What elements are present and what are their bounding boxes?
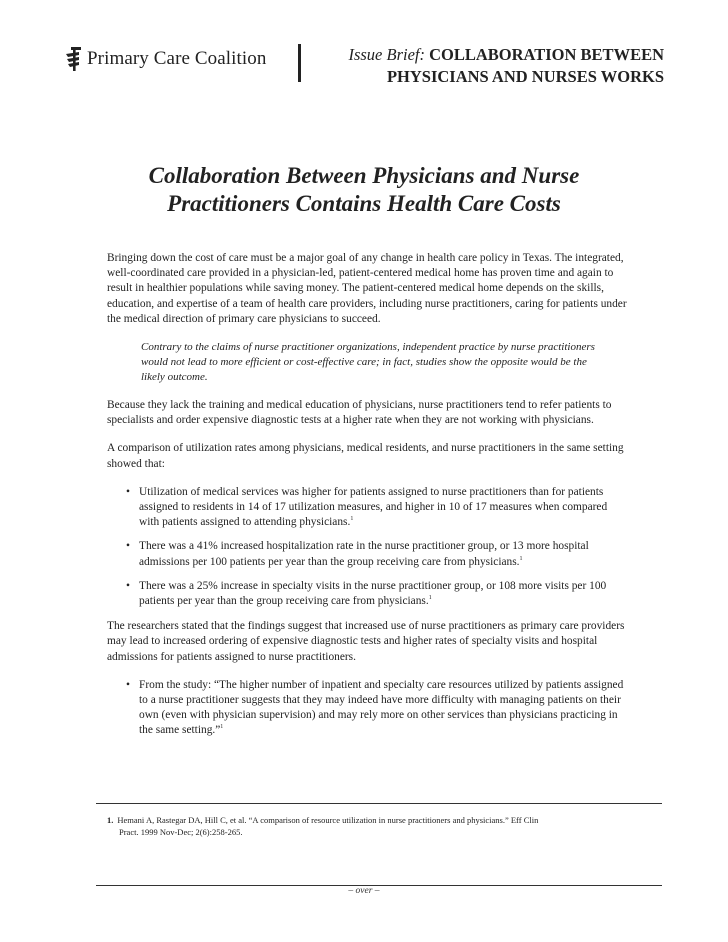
footnote-ref: 1 [350,516,354,523]
study-quote-text: From the study: “The higher number of inpatient and specialty care resources utilized by patients assigned to a nurse practitioner suggests that they may indeed have more difficulty with managing patients on their own (even with physician supervision) and may rely more on other services than physicians practicing in the same setting.” [139,678,624,737]
footnote-ref: 1 [519,555,523,562]
issue-brief-label: Issue Brief: [348,45,425,64]
list-item [125,678,627,739]
issue-brief-heading [348,44,664,88]
footnote-ref: 1 [220,724,224,731]
callout-quote: Contrary to the claims of nurse practitioner organizations, independent practice by nurse practitioners would not lead to more efficient or cost-effective care; in fact, studies show the opposite would be the likely outcome. [141,341,595,384]
header-divider [298,44,301,82]
page-over-indicator: – over – [348,886,380,896]
study-quote-list [107,678,627,739]
footnote-ref: 1 [428,595,432,602]
org-logo [64,46,267,72]
finding-text: There was a 25% increase in specialty visits in the nurse practitioner group, or 108 more visits per 100 patients per year than the group receiving care from physicians. [139,579,607,608]
org-name: Primary Care Coalition [87,48,267,69]
researchers-paragraph: The researchers stated that the findings suggest that increased use of nurse practitioners as primary care providers may lead to increased ordering of expensive diagnostic tests and higher rates of specialty visits and hospital admissions for patients assigned to nurse practitioners. [107,620,625,663]
finding-text: There was a 41% increased hospitalization rate in the nurse practitioner group, or 13 more hospital admissions per 100 patients per year than the group receiving care from physicians. [139,540,589,568]
findings-list [107,485,627,609]
footnote-line2: Pract. 1999 Nov-Dec; 2(6):258-265. [119,827,243,837]
finding-text: Utilization of medical services was higher for patients assigned to nurse practitioners than for patients assigned to residents in 14 of 17 utilization measures, and higher in 10 of 17 measures when compared with patients assigned to attending physicians. [139,485,608,529]
title-line1: Collaboration Between Physicians and Nurse [148,163,580,188]
title-line2: Practitioners Contains Health Care Costs [167,191,561,216]
document-title [100,162,628,218]
comparison-paragraph: A comparison of utilization rates among physicians, medical residents, and nurse practitioners in the same setting showed that: [107,442,624,470]
footnote [107,814,627,838]
caduceus-logo-icon [64,46,84,72]
list-item [125,579,627,609]
issue-brief-title-line2: PHYSICIANS AND NURSES WORKS [386,67,664,86]
footnote-divider [96,803,662,804]
list-item [125,485,627,531]
referral-paragraph: Because they lack the training and medical education of physicians, nurse practitioners tend to refer patients to specialists and order expensive diagnostic tests at a higher rate when they are not working with physicians. [107,399,612,427]
list-item [125,539,627,569]
intro-paragraph: Bringing down the cost of care must be a major goal of any change in health care policy in Texas. The integrated, well-coordinated care provided in a physician-led, patient-centered medical home has proven time and again to result in healthier populations while saving money. The patient-centered medical home depends on the skills, education, and expertise of a team of health care providers, including nurse practitioners, caring for patients under the medical direction of primary care physicians to succeed. [107,252,627,325]
body-content [107,251,627,749]
footnote-line1: Hemani A, Rastegar DA, Hill C, et al. “A comparison of resource utilization in nurse practitioners and physicians.” Eff Clin [117,815,539,825]
footnote-number: 1. [107,815,114,825]
issue-brief-title-line1: COLLABORATION BETWEEN [429,45,664,64]
page-header [64,40,664,90]
